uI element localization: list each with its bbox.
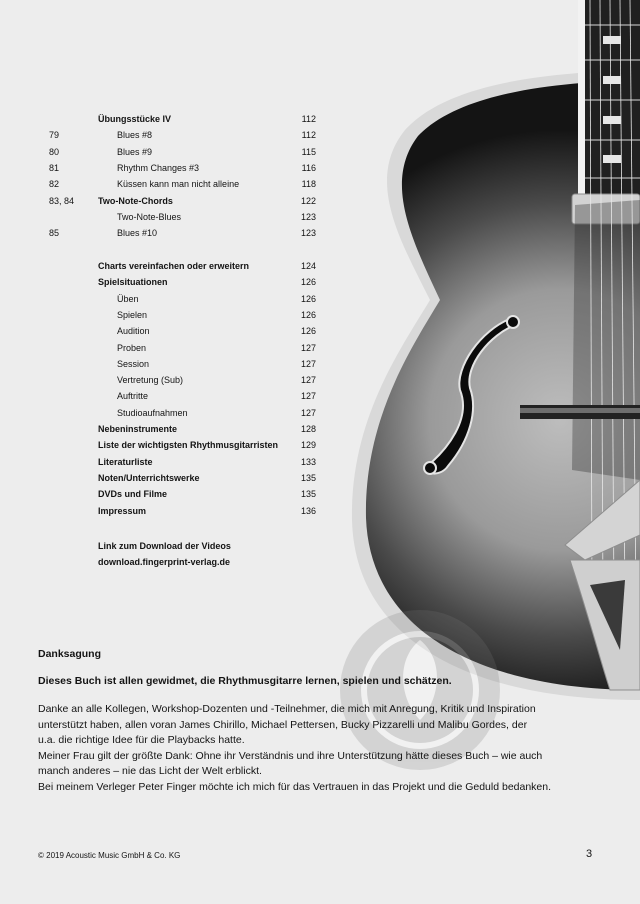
toc-track-number: 79 (49, 130, 60, 141)
toc-entry-title: Küssen kann man nicht alleine (117, 179, 240, 190)
acknowledgements-heading: Danksagung (38, 648, 102, 660)
toc-page-number: 128 (300, 424, 316, 434)
toc-page-number: 126 (300, 326, 316, 337)
toc-page-number: 123 (300, 211, 316, 222)
toc-entry[interactable] (0, 388, 330, 404)
dedication-text: Dieses Buch ist allen gewidmet, die Rhythmusgitarre lernen, spielen und schätzen. (38, 675, 452, 687)
toc-page-number: 135 (300, 489, 316, 500)
toc-entry[interactable] (0, 193, 330, 209)
toc-entry-title: Charts vereinfachen oder erweitern (98, 261, 250, 271)
toc-page-number: 127 (300, 407, 316, 418)
toc-entry[interactable] (0, 176, 330, 192)
toc-page-number: 136 (300, 505, 316, 516)
toc-entry[interactable] (0, 274, 330, 290)
toc-page-number: 118 (301, 179, 316, 190)
page-number: 3 (586, 848, 593, 860)
toc-entry-title: Nebeninstrumente (98, 424, 178, 434)
toc-page-number: 126 (300, 277, 316, 288)
toc-page-number: 122 (300, 195, 316, 206)
toc-page-number: 133 (300, 456, 316, 467)
toc-entry-title: Blues #8 (117, 130, 153, 141)
acknowledgements-line: Danke an alle Kollegen, Workshop-Dozenten und -Teilnehmer, die mich mit Anregung, Kritik und Inspiration (38, 703, 536, 715)
toc-page-number: 116 (301, 162, 316, 173)
toc-entry[interactable] (0, 209, 330, 225)
toc-page-number: 127 (300, 342, 316, 353)
toc-entry-title: Spielsituationen (98, 277, 168, 288)
toc-page-number: 127 (300, 358, 316, 369)
toc-page-number: 126 (300, 293, 316, 304)
acknowledgements-line: manch anderes – nie das Licht der Welt erblickt. (38, 765, 262, 777)
toc-page-number: 112 (301, 130, 316, 141)
toc-page-number: 127 (300, 391, 316, 402)
toc-page-number: 129 (300, 440, 316, 451)
toc-entry[interactable] (0, 503, 330, 519)
toc-entry-title: Auftritte (117, 391, 149, 402)
video-download-label: Link zum Download der Videos (98, 541, 231, 551)
toc-entry-title: Liste der wichtigsten Rhythmusgitarristen (98, 440, 279, 451)
toc-entry-title: Impressum (98, 505, 147, 516)
toc-entry[interactable] (0, 127, 330, 143)
toc-entry-title: Blues #10 (117, 228, 158, 239)
toc-page-number: 127 (300, 375, 316, 386)
toc-page-number: 126 (300, 309, 316, 320)
toc-entry-title: Spielen (117, 309, 148, 320)
toc-entry[interactable] (0, 323, 330, 339)
toc-entry[interactable] (0, 111, 330, 127)
video-download-url[interactable]: download.fingerprint-verlag.de (98, 557, 231, 567)
toc-entry-title: Noten/Unterrichtswerke (98, 472, 200, 483)
acknowledgements-line: Bei meinem Verleger Peter Finger möchte ich mich für das Vertrauen in das Projekt und die Geduld bedanken. (38, 780, 552, 793)
toc-entry-title: Audition (117, 326, 150, 337)
toc-entry-title: Rhythm Changes #3 (117, 162, 200, 173)
toc-track-number: 80 (49, 146, 60, 157)
toc-entry-title: Vertretung (Sub) (117, 375, 184, 386)
toc-entry[interactable] (0, 291, 330, 307)
toc-page-number: 112 (301, 114, 316, 124)
toc-track-number: 82 (49, 179, 60, 190)
toc-track-number: 85 (49, 228, 60, 239)
toc-entry[interactable] (0, 356, 330, 372)
toc-entry-title: DVDs und Filme (98, 489, 168, 500)
toc-entry-title: Studioaufnahmen (117, 407, 188, 418)
toc-entry-title: Two-Note-Blues (117, 211, 182, 222)
toc-entry[interactable] (0, 421, 330, 437)
toc-entry-title: Proben (117, 342, 147, 353)
toc-entry[interactable] (0, 405, 330, 421)
toc-entry[interactable] (0, 340, 330, 356)
toc-entry[interactable] (0, 258, 330, 274)
acknowledgements-line: Meiner Frau gilt der größte Dank: Ohne ihr Verständnis und ihre Unterstützung hätte dieses Buch – wie auch (38, 749, 543, 762)
toc-track-number: 81 (49, 162, 60, 173)
toc-entry[interactable] (0, 144, 330, 160)
toc-entry[interactable] (0, 225, 330, 241)
toc-entry[interactable] (0, 470, 330, 486)
toc-entry-title: Üben (117, 293, 139, 304)
toc-entry-title: Two-Note-Chords (98, 195, 173, 206)
toc-page-number: 124 (300, 261, 316, 271)
toc-page-number: 135 (300, 472, 316, 483)
toc-entry-title: Blues #9 (117, 146, 153, 157)
toc-entry-title: Literaturliste (98, 456, 153, 467)
toc-page-number: 123 (300, 228, 316, 239)
acknowledgements-body (38, 702, 598, 795)
acknowledgements-line: u.a. die richtige Idee für die Playbacks hatte. (38, 734, 245, 746)
acknowledgements-line: unterstützt haben, allen voran James Chirillo, Michael Pettersen, Bucky Pizzarelli und Malibu Gordes, der (38, 718, 528, 731)
toc-page-number: 115 (301, 146, 316, 157)
toc-entry[interactable] (0, 307, 330, 323)
toc-entry[interactable] (0, 160, 330, 176)
toc-entry[interactable] (0, 454, 330, 470)
toc-entry[interactable] (0, 437, 330, 453)
toc-entry-title: Übungsstücke IV (98, 114, 172, 124)
toc-entry-title: Session (117, 358, 150, 369)
toc-entry[interactable] (0, 372, 330, 388)
copyright-notice: © 2019 Acoustic Music GmbH & Co. KG (38, 851, 181, 860)
toc-track-number: 83, 84 (49, 195, 75, 206)
toc-entry[interactable] (0, 486, 330, 502)
